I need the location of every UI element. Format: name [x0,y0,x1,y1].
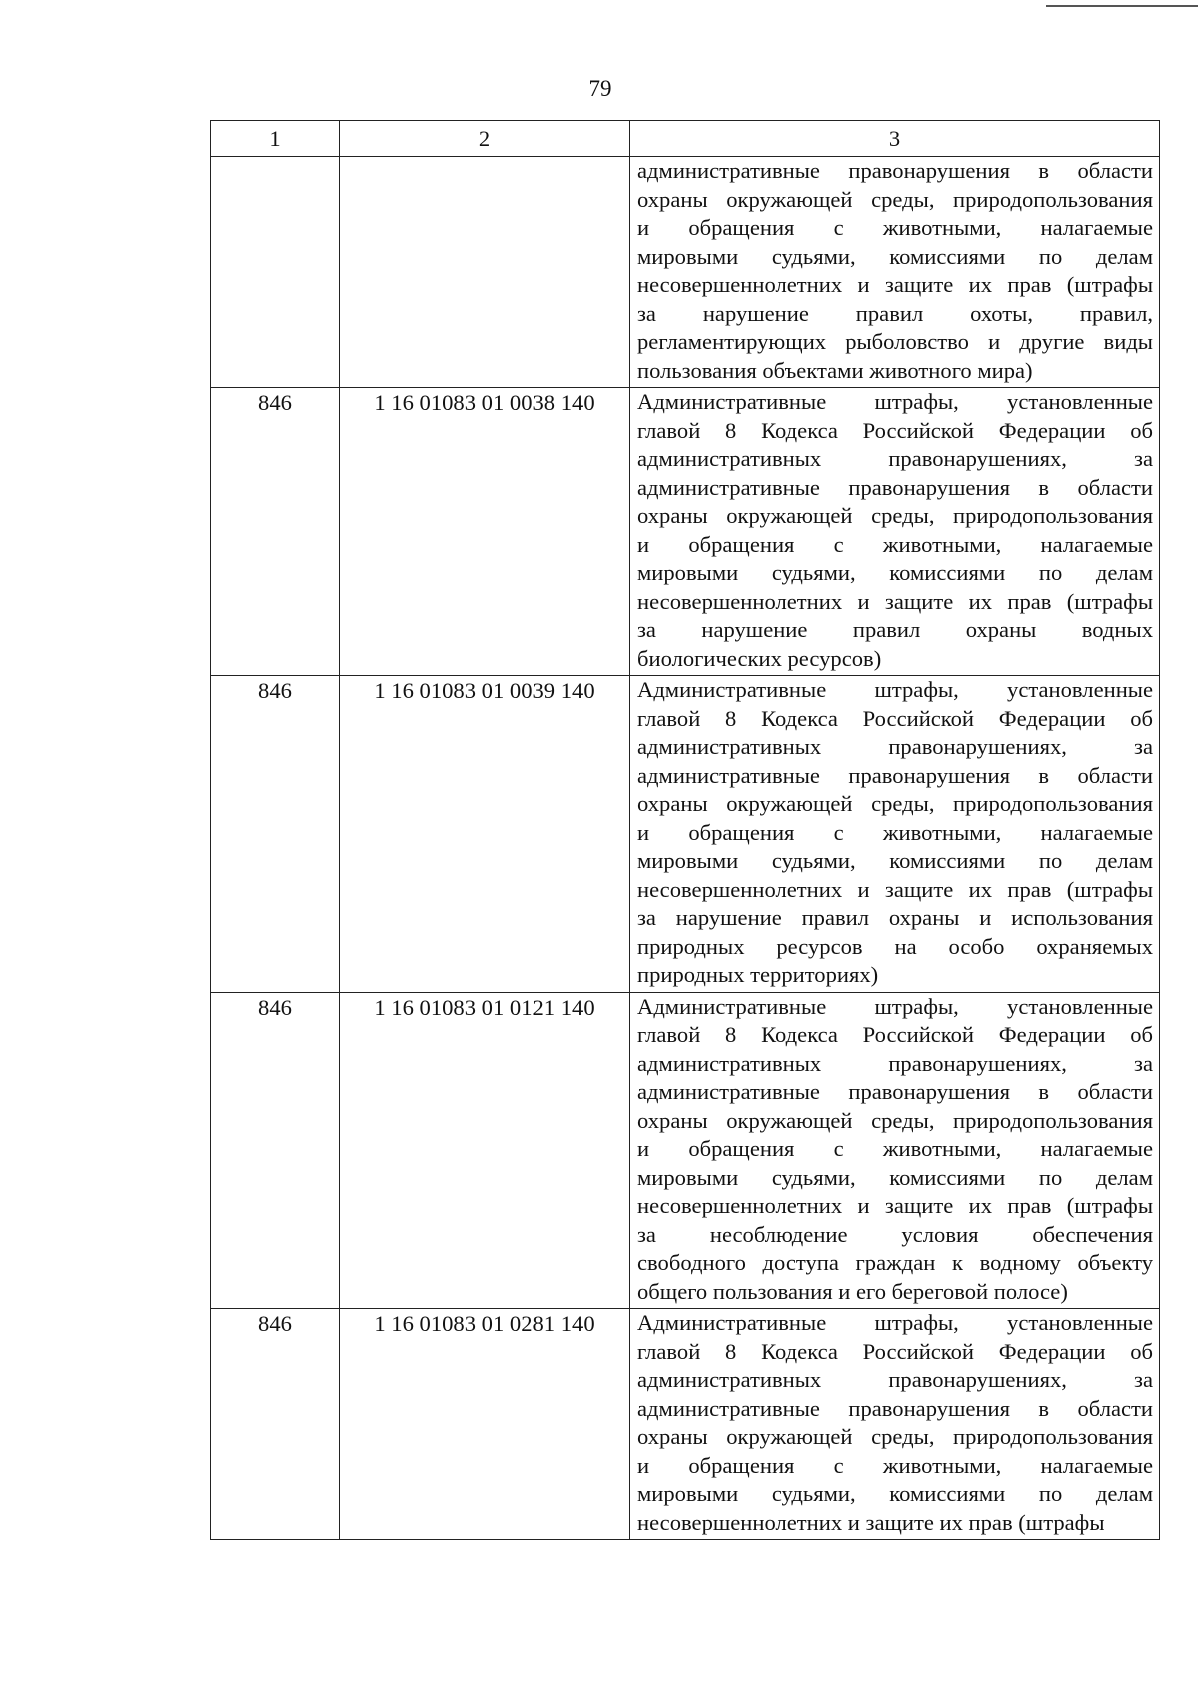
table-row [211,388,1160,676]
header-col-2: 2 [340,121,630,157]
description-line: главой 8 Кодекса Российской Федерации об [637,1022,1153,1047]
budget-classification-code-cell: 1 16 01083 01 0121 140 [340,992,630,1309]
description-line: за нарушение правил охоты, правил, [637,300,1153,326]
description-line: мировыми судьями, комиссиями по делам [637,560,1153,585]
admin-code-cell: 846 [211,388,340,676]
description-line: за нарушение правил охраны водных [637,617,1153,642]
description-line: административные правонарушения в области [637,474,1153,500]
description-line: несовершеннолетних и защите их прав (штрафы [637,1193,1153,1218]
admin-code-cell: 846 [211,992,340,1309]
description-line: Административные штрафы, установленные [637,993,1153,1019]
header-col-3: 3 [630,121,1160,157]
page-number: 79 [588,76,612,101]
description-cell [630,992,1160,1309]
description-line: несовершеннолетних и защите их прав (штрафы [637,1509,1105,1535]
description-line: административные правонарушения в области [637,762,1153,788]
description-line: охраны окружающей среды, природопользования [637,503,1153,528]
description-line: главой 8 Кодекса Российской Федерации об [637,705,1153,731]
description-line: Административные штрафы, установленные [637,389,1153,414]
description-line: главой 8 Кодекса Российской Федерации об [637,417,1153,443]
description-line: и обращения с животными, налагаемые [637,531,1153,557]
description-cell [630,1309,1160,1540]
table-row [211,992,1160,1309]
description-line: мировыми судьями, комиссиями по делам [637,1481,1153,1506]
description-line: Административные штрафы, установленные [637,677,1153,702]
description-line: пользования объектами животного мира) [637,357,1033,383]
description-line: мировыми судьями, комиссиями по делам [637,848,1153,873]
description-line: административных правонарушениях, за [637,734,1153,759]
description-line: охраны окружающей среды, природопользования [637,791,1153,816]
budget-classification-code-cell: 1 16 01083 01 0281 140 [340,1309,630,1540]
table-row [211,1309,1160,1540]
description-line: административные правонарушения в области [637,158,1153,183]
table-row [211,157,1160,388]
description-line: мировыми судьями, комиссиями по делам [637,1164,1153,1190]
description-line: за нарушение правил охраны и использования [637,905,1153,930]
description-line: Административные штрафы, установленные [637,1310,1153,1335]
description-line: природных ресурсов на особо охраняемых [637,933,1153,959]
description-cell [630,676,1160,993]
description-line: несовершеннолетних и защите их прав (штрафы [637,272,1153,297]
description-line: и обращения с животными, налагаемые [637,819,1153,845]
description-line: биологических ресурсов) [637,645,882,671]
description-line: административные правонарушения в области [637,1395,1153,1421]
description-line: административных правонарушениях, за [637,446,1153,471]
description-line: и обращения с животными, налагаемые [637,1136,1153,1161]
description-line: свободного доступа граждан к водному объекту [637,1250,1153,1275]
header-col-1: 1 [211,121,340,157]
table-header-row [211,121,1160,157]
description-line: и обращения с животными, налагаемые [637,215,1153,240]
description-line: административных правонарушениях, за [637,1050,1153,1076]
admin-code-cell: 846 [211,676,340,993]
table-row [211,676,1160,993]
description-line: за несоблюдение условия обеспечения [637,1221,1153,1247]
description-line: административные правонарушения в области [637,1079,1153,1104]
description-line: регламентирующих рыболовство и другие виды [637,329,1153,354]
description-line: мировыми судьями, комиссиями по делам [637,243,1153,269]
description-line: охраны окружающей среды, природопользования [637,1107,1153,1133]
description-cell [630,157,1160,388]
budget-classification-code-cell: 1 16 01083 01 0039 140 [340,676,630,993]
admin-code-cell [211,157,340,388]
description-line: природных территориях) [637,962,879,987]
budget-classification-code-cell: 1 16 01083 01 0038 140 [340,388,630,676]
description-line: общего пользования и его береговой полосе) [637,1278,1068,1304]
description-line: охраны окружающей среды, природопользования [637,186,1153,212]
description-line: несовершеннолетних и защите их прав (штрафы [637,876,1153,902]
description-line: охраны окружающей среды, природопользования [637,1424,1153,1449]
description-cell [630,388,1160,676]
description-line: административных правонарушениях, за [637,1367,1153,1392]
description-line: и обращения с животными, налагаемые [637,1452,1153,1478]
description-line: главой 8 Кодекса Российской Федерации об [637,1338,1153,1364]
budget-classification-code-cell [340,157,630,388]
top-rule [1046,5,1198,7]
description-line: несовершеннолетних и защите их прав (штрафы [637,588,1153,614]
admin-code-cell: 846 [211,1309,340,1540]
budget-codes-table [210,120,1160,1540]
